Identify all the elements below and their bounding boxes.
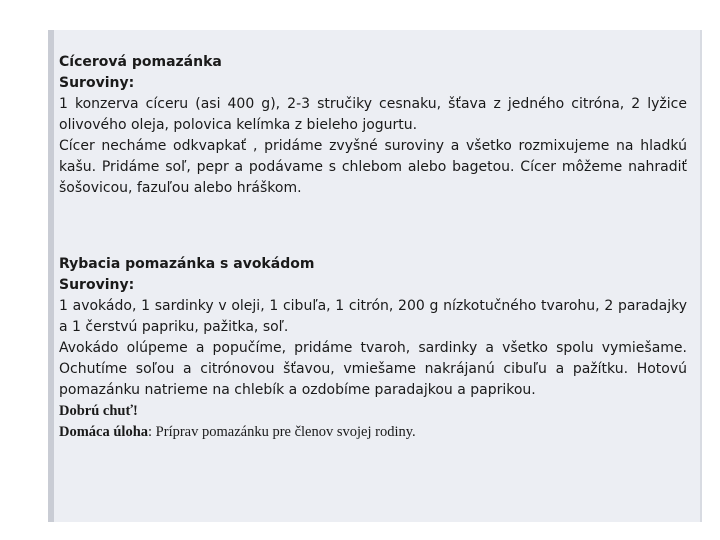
recipe2-title: Rybacia pomazánka s avokádom [59,256,315,272]
homework-text: : Príprav pomazánku pre členov svojej rodiny. [148,424,416,440]
recipe1-ingredients-label: Suroviny: [59,75,135,91]
recipe1-ingredients: 1 konzerva cíceru (asi 400 g), 2-3 stručiky cesnaku, šťava z jedného citróna, 2 lyžice olivového oleja, polovica kelímka z bieleho jogurtu. [59,96,687,133]
recipe1-method: Cícer necháme odkvapkať , pridáme zvyšné suroviny a všetko rozmixujeme na hladkú kašu. Pridáme soľ, pepr a podávame s chlebom alebo bagetou. Cícer môžeme nahradiť šošovicou, fazuľou alebo hráškom. [59,138,687,196]
recipe2-ingredients-label: Suroviny: [59,277,135,293]
section-spacer [59,199,687,254]
recipe2-method: Avokádo olúpeme a popučíme, pridáme tvaroh, sardinky a všetko spolu vymiešame. Ochutíme soľou a citrónovou šťavou, vmiešame nakrájanú cibuľu a pažítku. Hotovú pomazánku natrieme na chlebík a ozdobíme paradajkou a paprikou. [59,340,687,398]
closing-greeting: Dobrú chuť! [59,403,138,419]
homework-label: Domáca úloha [59,424,149,440]
recipe1-title: Cícerová pomazánka [59,54,222,70]
document-body [59,52,687,443]
recipe2-ingredients: 1 avokádo, 1 sardinky v oleji, 1 cibuľa, 1 citrón, 200 g nízkotučného tvarohu, 2 paradajky a 1 čerstvú papriku, pažitka, soľ. [59,298,687,335]
homework-line [59,422,687,443]
